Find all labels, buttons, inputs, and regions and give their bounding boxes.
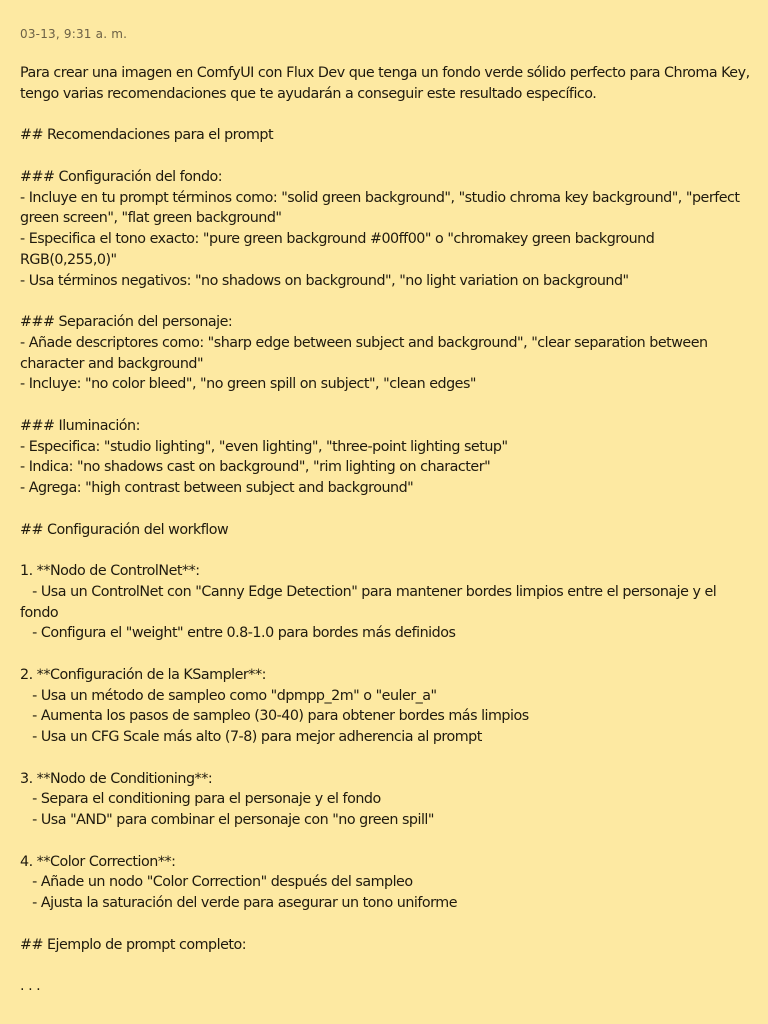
note-body-text[interactable]: Para crear una imagen en ComfyUI con Flux Dev que tenga un fondo verde sólido perfecto para Chroma Key, tengo varias recomendaciones que te ayudarán a conseguir este resultado específico. ## Recomendaciones para el prompt ### Configuración del fondo: - Incluye en tu prompt términos como: "solid green background", "studio chroma key background", "perfect green screen", "flat green background" - Especifica el tono exacto: "pure green background #00ff00" o "chromakey green background RGB(0,255,0)" - Usa términos negativos: "no shadows on background", "no light variation on background" ### Separación del personaje: - Añade descriptores como: "sharp edge between subject and background", "clear separation between character and background" - Incluye: "no color bleed", "no green spill on subject", "clean edges" ### Iluminación: - Especifica: "studio lighting", "even lighting", "three-point lighting setup" - Indica: "no shadows cast on background", "rim lighting on character" - Agrega: "high contrast between subject and background" ## Configuración del workflow 1. **Nodo de ControlNet**: - Usa un ControlNet con "Canny Edge Detection" para mantener bordes limpios entre el personaje y el fondo - Configura el "weight" entre 0.8-1.0 para bordes más definidos 2. **Configuración de la KSampler**: - Usa un método de sampleo como "dpmpp_2m" o "euler_a" - Aumenta los pasos de sampleo (30-40) para obtener bordes más limpios - Usa un CFG Scale más alto (7-8) para mejor adherencia al prompt 3. **Nodo de Conditioning**: - Separa el conditioning para el personaje y el fondo - Usa "AND" para combinar el personaje con "no green spill" 4. **Color Correction**: - Añade un nodo "Color Correction" después del sampleo - Ajusta la saturación del verde para asegurar un tono uniforme ## Ejemplo de prompt completo: . . .	[20, 65, 750, 994]
note-timestamp: 03-13, 9:31 a. m.	[20, 27, 128, 41]
